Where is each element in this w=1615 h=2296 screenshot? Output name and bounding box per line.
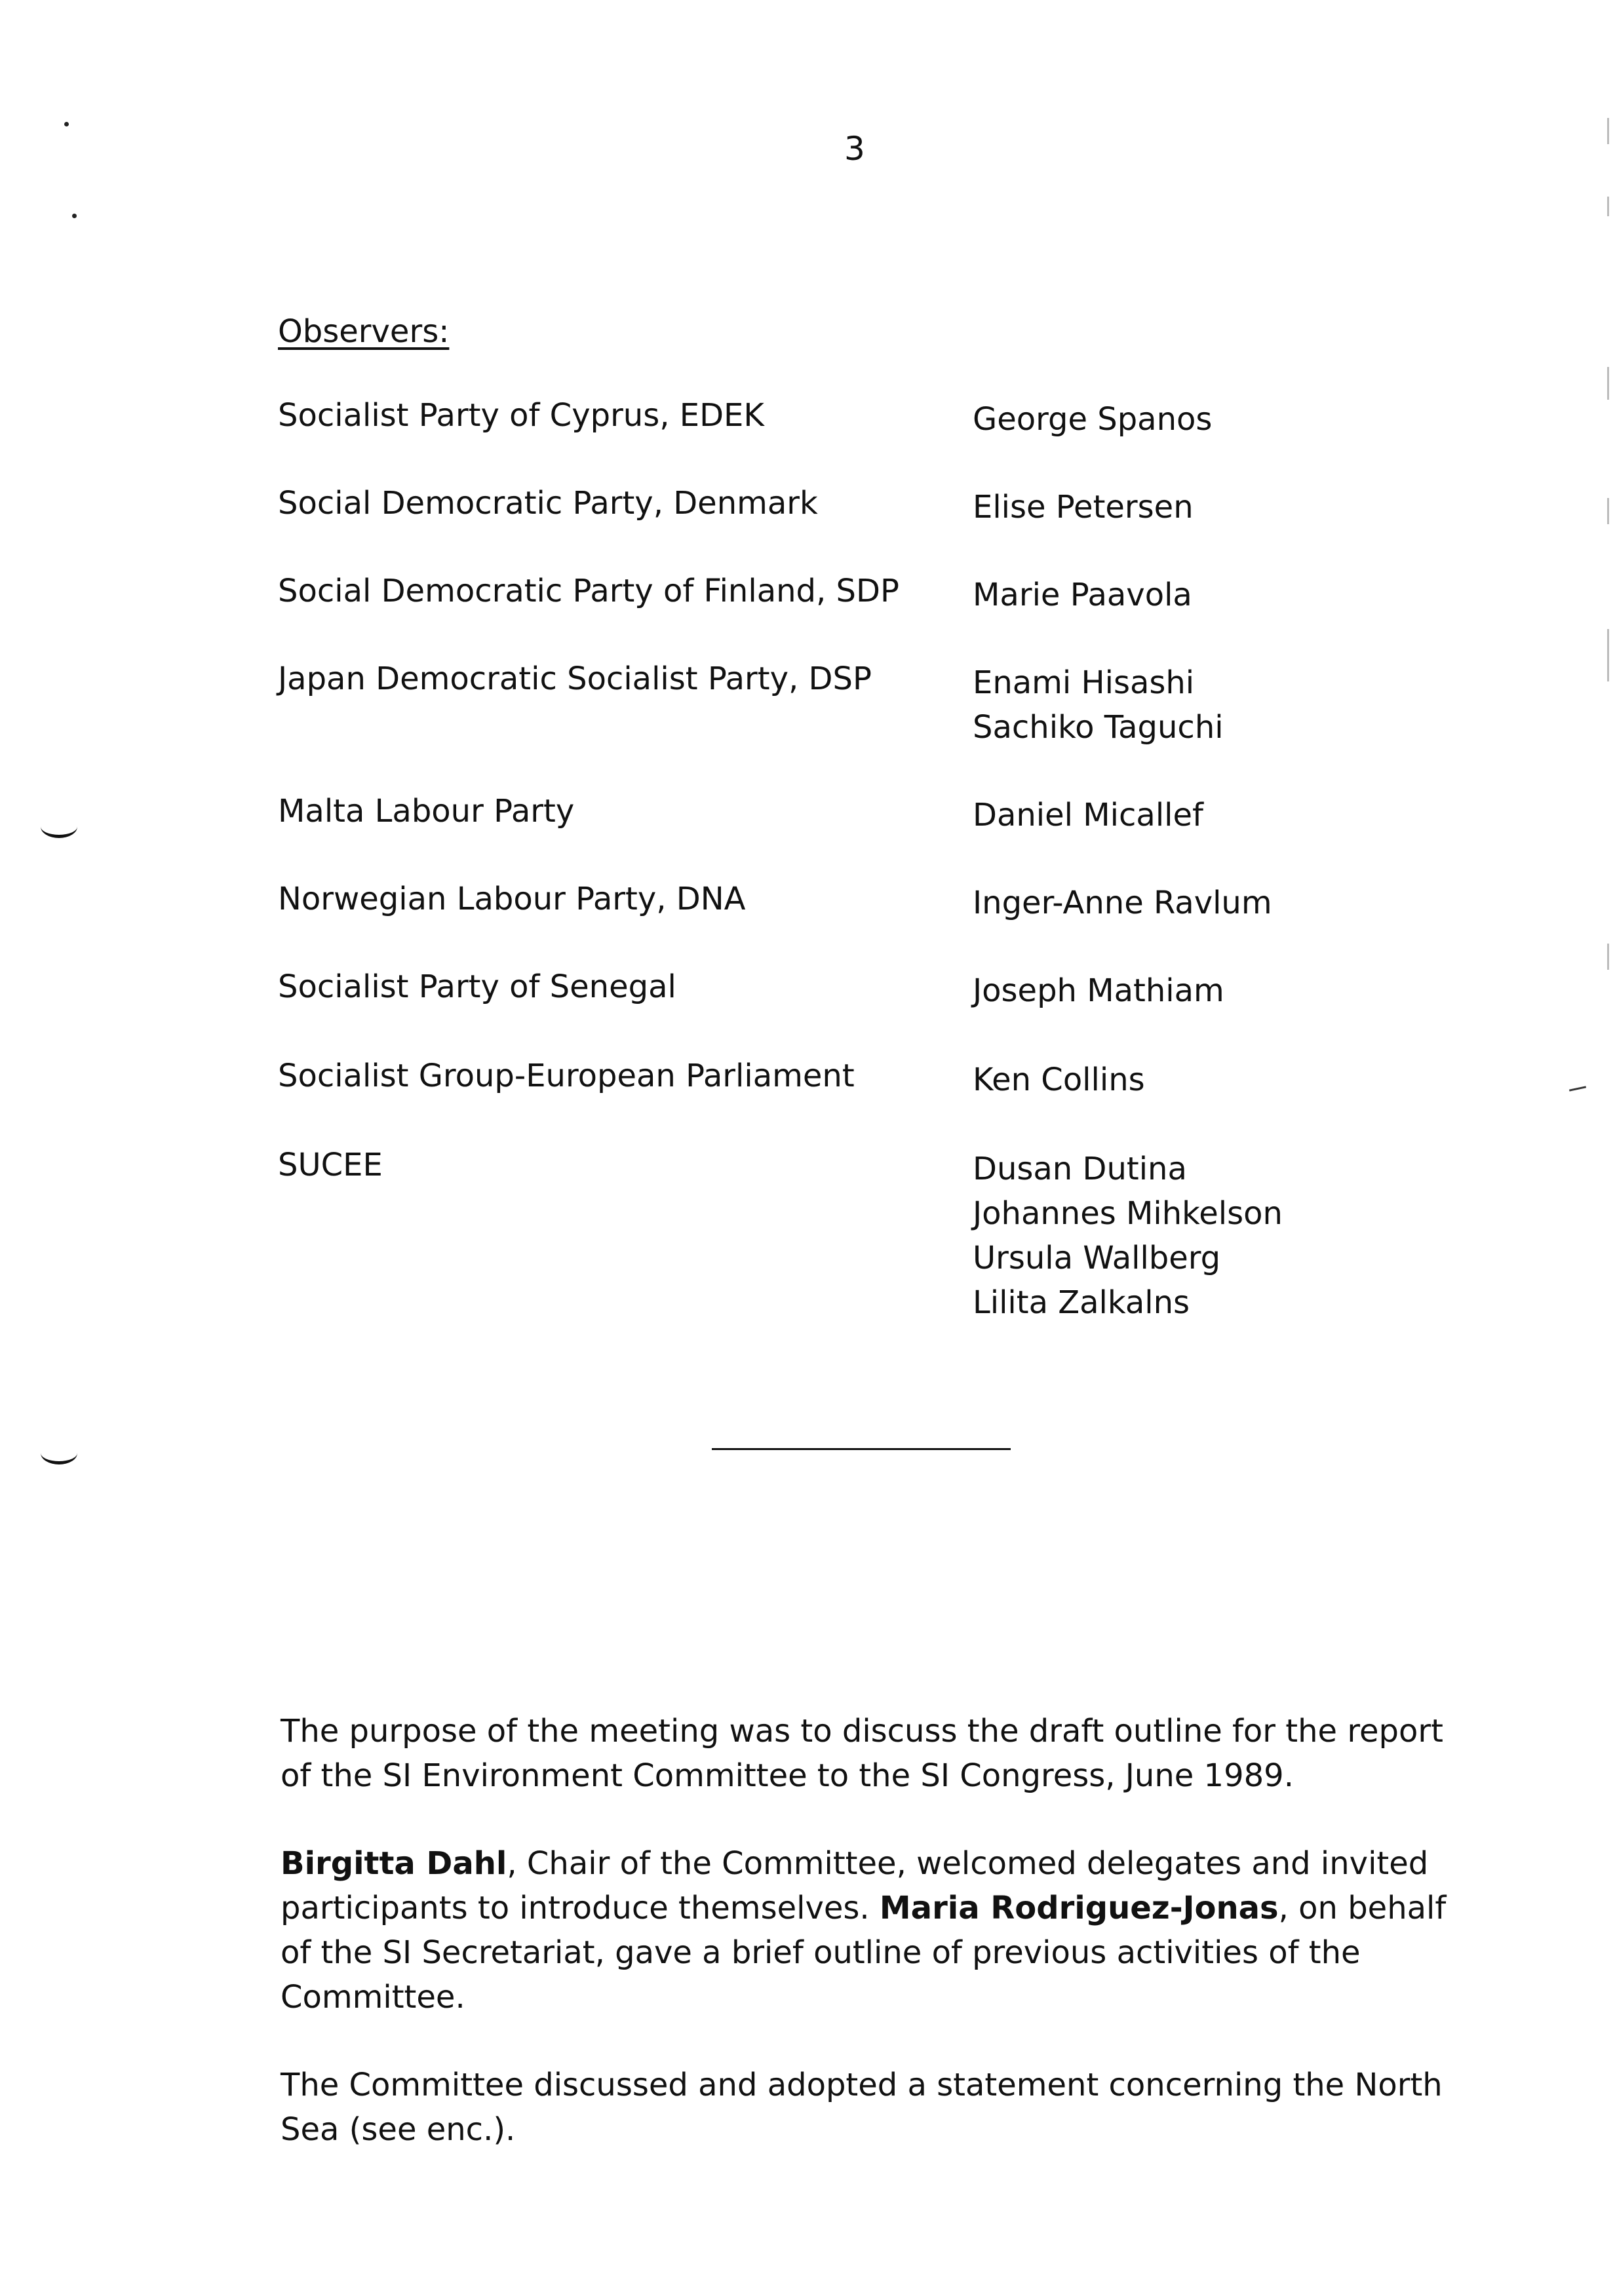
delegate-name: Ursula Wallberg	[973, 1240, 1221, 1276]
delegate-name: Joseph Mathiam	[973, 972, 1224, 1009]
party-name: Norwegian Labour Party, DNA	[278, 881, 746, 917]
welcome-paragraph	[281, 1841, 1447, 2019]
delegate-name: Johannes Mihkelson	[973, 1195, 1283, 1232]
delegate-name: Daniel Micallef	[973, 797, 1203, 833]
outline-text: , on behalf of the SI Secretariat, gave a brief outline of previous activities of the Committee.	[281, 1890, 1447, 2016]
delegate-names	[973, 485, 1194, 529]
observers-heading: Observers:	[278, 313, 450, 350]
party-name: Japan Democratic Socialist Party, DSP	[278, 660, 872, 697]
delegate-names	[973, 968, 1224, 1013]
edge-speck	[1607, 944, 1609, 970]
delegate-name: Sachiko Taguchi	[973, 709, 1224, 746]
edge-speck	[1607, 118, 1609, 144]
delegate-name: Inger-Anne Ravlum	[973, 885, 1272, 921]
secretariat-name: Maria Rodriguez-Jonas	[879, 1890, 1279, 1926]
scan-mark	[1569, 1086, 1586, 1091]
punch-hole-mark	[41, 815, 77, 838]
party-name: Socialist Party of Senegal	[278, 968, 676, 1005]
welcome-text: , Chair of the Committee, welcomed delegates and invited participants to introduce themselves.	[281, 1845, 1429, 1926]
scan-speck	[72, 214, 77, 218]
purpose-paragraph: The purpose of the meeting was to discuss the draft outline for the report of the SI Environment Committee to the SI Congress, June 1989.	[281, 1713, 1443, 1794]
delegate-names	[973, 1058, 1145, 1102]
party-name: Social Democratic Party, Denmark	[278, 485, 818, 522]
delegate-name: Dusan Dutina	[973, 1151, 1187, 1187]
punch-hole-mark	[41, 1442, 77, 1464]
edge-speck	[1607, 197, 1609, 216]
party-name: Malta Labour Party	[278, 793, 575, 830]
delegate-names	[973, 1147, 1283, 1325]
delegate-names	[973, 881, 1272, 925]
delegate-name: Enami Hisashi	[973, 664, 1195, 701]
delegate-name: Marie Paavola	[973, 577, 1192, 613]
delegate-name: Lilita Zalkalns	[973, 1284, 1190, 1321]
delegate-names	[973, 660, 1224, 750]
edge-speck	[1607, 367, 1609, 400]
delegate-name: George Spanos	[973, 401, 1213, 438]
edge-speck	[1607, 629, 1609, 681]
delegate-names	[973, 573, 1192, 617]
statement-paragraph: The Committee discussed and adopted a statement concerning the North Sea (see enc.).	[281, 2067, 1443, 2148]
party-name: Socialist Party of Cyprus, EDEK	[278, 397, 764, 434]
delegate-names	[973, 397, 1212, 442]
delegate-name: Elise Petersen	[973, 489, 1194, 526]
delegate-name: Ken Collins	[973, 1062, 1145, 1098]
party-name: Social Democratic Party of Finland, SDP	[278, 573, 899, 609]
edge-speck	[1607, 498, 1609, 524]
party-name: Socialist Group-European Parliament	[278, 1058, 855, 1094]
delegate-names	[973, 793, 1203, 837]
scan-speck	[64, 122, 69, 126]
chair-name: Birgitta Dahl	[281, 1845, 507, 1882]
party-name: SUCEE	[278, 1147, 383, 1183]
section-divider	[712, 1448, 1011, 1450]
page-number: 3	[844, 130, 865, 168]
